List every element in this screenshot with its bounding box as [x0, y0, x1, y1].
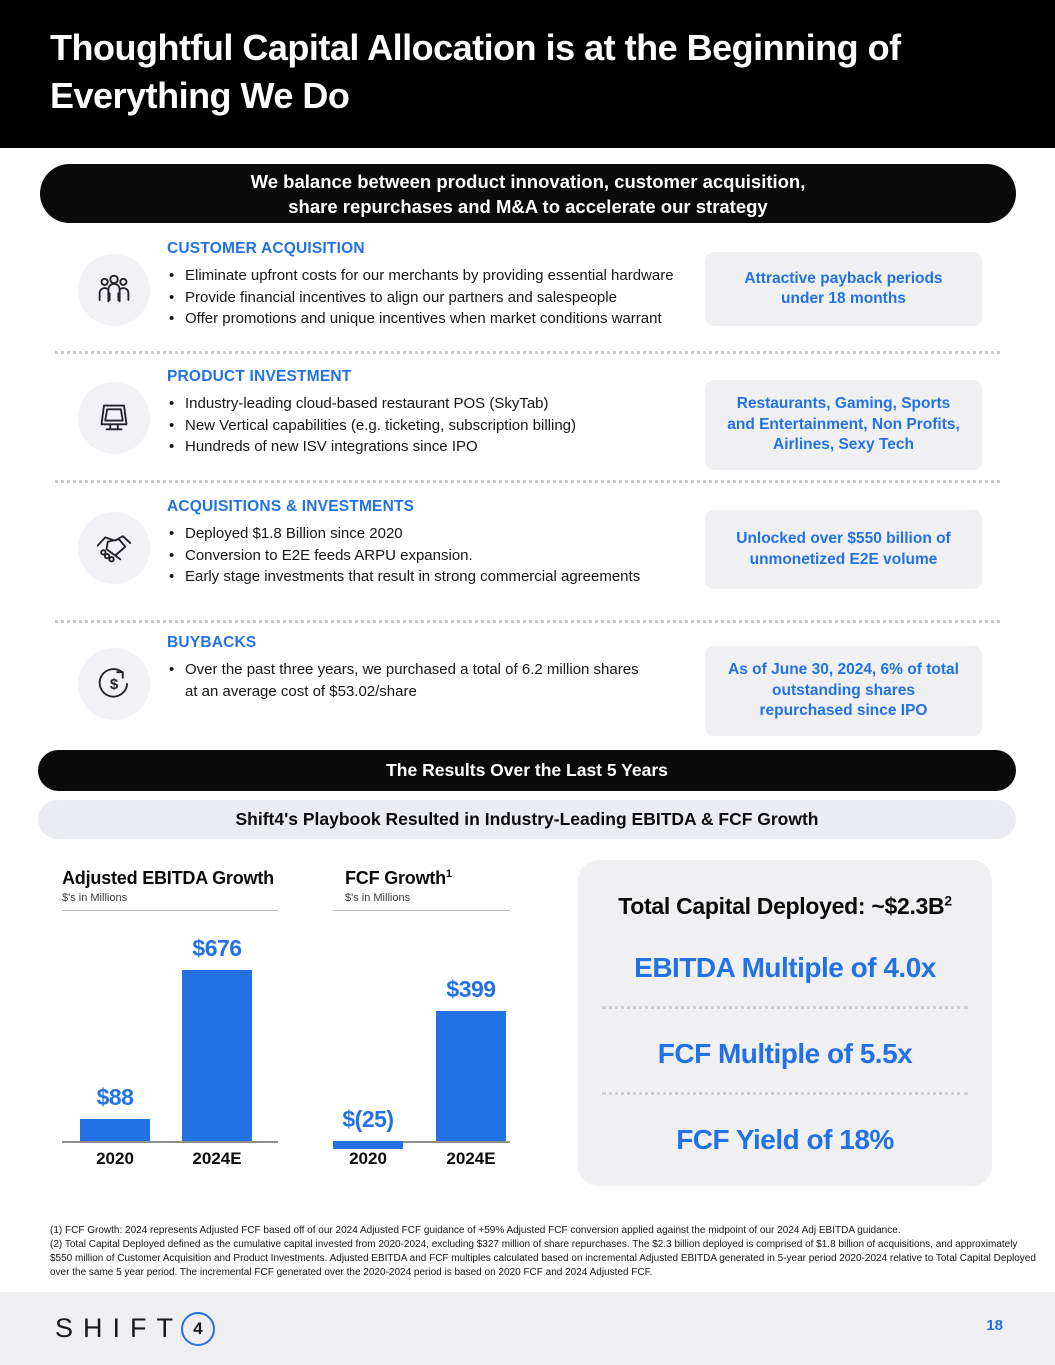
footnotes [50, 1224, 1042, 1280]
dotted-divider [55, 480, 1000, 483]
strategy-banner-line2: share repurchases and M&A to accelerate our strategy [288, 195, 768, 217]
bullet-item: • New Vertical capabilities (e.g. ticketing, subscription billing) [167, 415, 692, 437]
page-title: Thoughtful Capital Allocation is at the Beginning of Everything We Do [50, 27, 901, 116]
shift4-logo [55, 1292, 215, 1365]
dotted-divider [602, 1092, 968, 1095]
section-bullets [167, 265, 692, 330]
bar-2020 [80, 1119, 150, 1141]
bar-2020 [333, 1141, 403, 1149]
bullet-item: • Offer promotions and unique incentives when market conditions warrant [167, 308, 692, 330]
section-title: CUSTOMER ACQUISITION [167, 240, 365, 257]
metric-ebitda-multiple: EBITDA Multiple of 4.0x [634, 952, 936, 983]
chart-plot-area [62, 911, 278, 1143]
bar-value-label: $676 [192, 935, 242, 961]
bullet-item: • Over the past three years, we purchased a total of 6.2 million shares at an average cost of $53.02/share [167, 659, 647, 702]
logo-circled-4: 4 [181, 1312, 215, 1346]
bullet-item: • Industry-leading cloud-based restaurant POS (SkyTab) [167, 393, 692, 415]
callout-e2e-volume: Unlocked over $550 billion of unmonetized E2E volume [705, 510, 982, 589]
bar-value-label: $(25) [342, 1106, 394, 1132]
section-title: ACQUISITIONS & INVESTMENTS [167, 498, 415, 515]
section-bullets [167, 523, 692, 588]
footnote-1: (1) FCF Growth: 2024 represents Adjusted FCF based off of our 2024 Adjusted FCF guidance of +59% Adjusted FCF conversion applied against the midpoint of our 2024 Adj EBITDA guidance. [50, 1225, 901, 1236]
page-number: 18 [986, 1317, 1003, 1334]
strategy-banner-line1: We balance between product innovation, customer acquisition, [250, 170, 806, 192]
bar-2024e [436, 1011, 506, 1141]
footer [0, 1292, 1055, 1365]
bar-value-label: $399 [446, 976, 496, 1002]
x-axis-label: 2020 [349, 1149, 387, 1168]
bullet-item: • Early stage investments that result in strong commercial agreements [167, 566, 692, 588]
pos-terminal-icon [78, 382, 150, 454]
section-buybacks [0, 634, 1055, 734]
svg-text:$: $ [109, 676, 119, 693]
strategy-banner [40, 164, 1016, 223]
footnote-marker: 1 [445, 868, 452, 880]
section-title: PRODUCT INVESTMENT [167, 368, 352, 385]
results-header: The Results Over the Last 5 Years [38, 750, 1016, 791]
footnote-2: (2) Total Capital Deployed defined as the cumulative capital invested from 2020-2024, excluding $327 million of share repurchases. The $2.3 billion deployed is comprised of $1.8 billion of acquisitions, and approximately $550 million of Customer Acquisition and Product Investments. Adjusted EBITDA and FCF multiples calculated based on incremental Adjusted EBITDA generated in 5-year period 2020-2024 relative to Total Capital Deployed over the same 5 year period. The incremental FCF generated over the 2020-2024 period is based on 2020 FCF and 2024 Adjusted FCF. [50, 1239, 1036, 1278]
chart-plot-area [333, 911, 510, 1143]
bullet-item: • Eliminate upfront costs for our merchants by providing essential hardware [167, 265, 692, 287]
metric-fcf-yield: FCF Yield of 18% [676, 1124, 894, 1155]
results-subheader: Shift4's Playbook Resulted in Industry-Leading EBITDA & FCF Growth [38, 800, 1016, 839]
chart-title: Adjusted EBITDA Growth [62, 868, 274, 888]
dotted-divider [55, 351, 1000, 354]
bullet-item: • Hundreds of new ISV integrations since IPO [167, 436, 692, 458]
bullet-item: • Conversion to E2E feeds ARPU expansion. [167, 545, 692, 567]
bullet-item: • Provide financial incentives to align our partners and salespeople [167, 287, 692, 309]
dollar-cycle-icon [78, 648, 150, 720]
section-bullets [167, 393, 692, 458]
title-banner [0, 0, 1055, 148]
x-axis-label: 2024E [192, 1149, 242, 1168]
bullet-item: • Deployed $1.8 Billion since 2020 [167, 523, 692, 545]
chart-subtitle: $'s in Millions [62, 892, 128, 904]
handshake-icon [78, 512, 150, 584]
bar-2024e [182, 970, 252, 1141]
metric-fcf-multiple: FCF Multiple of 5.5x [657, 1038, 913, 1069]
x-axis-label: 2020 [96, 1149, 134, 1168]
bar-value-label: $88 [96, 1084, 134, 1110]
x-axis-label: 2024E [446, 1149, 496, 1168]
section-acquisitions-investments [0, 498, 1055, 614]
callout-buybacks: As of June 30, 2024, 6% of total outstanding shares repurchased since IPO [705, 646, 982, 736]
section-title: BUYBACKS [167, 634, 257, 651]
chart-adjusted-ebitda-growth [62, 868, 278, 1179]
people-group-icon [78, 254, 150, 326]
callout-verticals: Restaurants, Gaming, Sports and Entertainment, Non Profits, Airlines, Sexy Tech [705, 380, 982, 470]
section-customer-acquisition [0, 240, 1055, 352]
callout-payback: Attractive payback periods under 18 months [705, 252, 982, 326]
section-product-investment [0, 368, 1055, 480]
capital-deployed-panel [578, 860, 992, 1186]
chart-fcf-growth [333, 868, 510, 1179]
chart-subtitle: $'s in Millions [345, 892, 411, 904]
logo-text: SHIFT [55, 1313, 183, 1343]
section-bullets [167, 659, 647, 702]
dotted-divider [602, 1006, 968, 1009]
footnote-marker: 2 [944, 893, 952, 909]
dotted-divider [55, 620, 1000, 623]
panel-title: Total Capital Deployed: $\sim\$2.3B^2$ [618, 893, 952, 919]
chart-title: FCF Growth$^1$ [345, 868, 452, 888]
